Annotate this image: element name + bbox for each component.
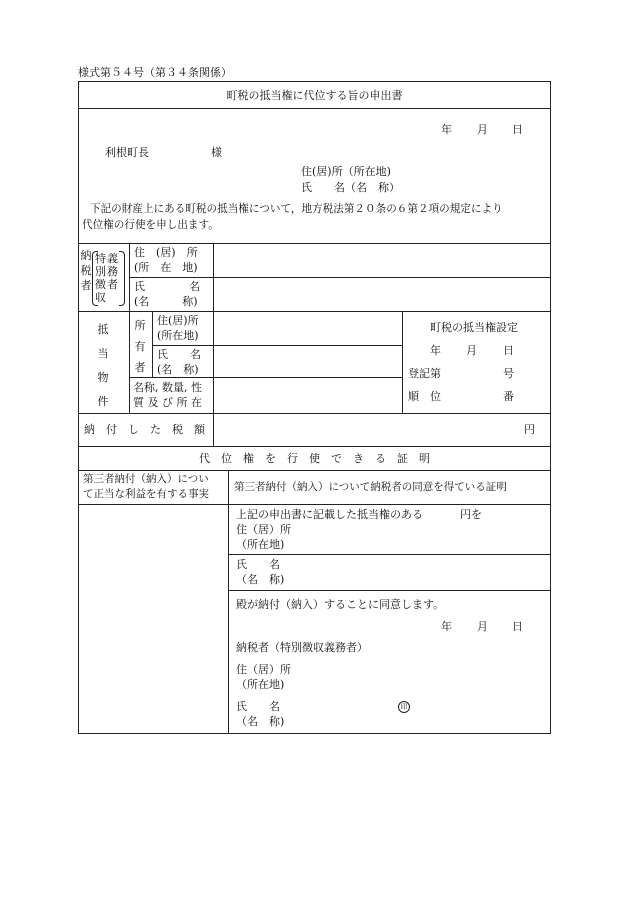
divider	[129, 311, 130, 413]
consent-text: 上記の申出書に記載した抵当権のある	[236, 508, 423, 521]
property-desc-sub: 質 及 び 所 在	[133, 396, 202, 409]
divider	[78, 470, 551, 471]
agree-date-day: 日	[512, 620, 523, 633]
taxpayer-address-label: 住 (居) 所	[134, 246, 198, 259]
rank-label: 順 位	[408, 390, 441, 403]
taxpayer-name-label: 氏 名	[134, 280, 200, 293]
applicant-name-label: 氏 名（名 称）	[301, 181, 400, 194]
owner-name-sub: (名 称)	[157, 363, 199, 376]
divider	[78, 413, 551, 414]
consent-name2-label: 氏 名	[236, 700, 280, 713]
divider	[129, 377, 402, 378]
registration-label: 登記第	[408, 367, 441, 380]
divider	[402, 311, 403, 413]
consent-address-sub: （所在地)	[236, 538, 285, 551]
divider	[152, 345, 402, 346]
mortgage-year: 年	[430, 344, 441, 357]
third-party-right-header: 第三者納付（納入）について納税者の同意を得ている証明	[234, 481, 507, 493]
taxpayer-name-sub: (名 称)	[134, 295, 198, 308]
mortgage-month: 月	[466, 344, 477, 357]
collateral-label-char: 抵	[97, 323, 109, 336]
registration-unit: 号	[503, 367, 514, 380]
divider	[78, 504, 551, 505]
special-collector-label: 者	[107, 278, 118, 291]
rank-unit: 番	[503, 390, 514, 403]
divider	[228, 554, 551, 555]
agree-text: 殿が納付（納入）することに同意します。	[236, 598, 445, 611]
collateral-label-char: 物	[97, 371, 109, 384]
consent-address2-label: 住（居）所	[236, 663, 291, 676]
owner-name-label: 氏 名	[157, 348, 201, 361]
collateral-label-char: 件	[97, 395, 109, 408]
consent-name-label: 氏 名	[236, 558, 280, 571]
addressee-honorific: 様	[211, 146, 222, 159]
third-party-left-header: 第三者納付（納入）につい	[83, 473, 209, 485]
divider	[129, 277, 551, 278]
collateral-label	[96, 318, 110, 414]
divider	[213, 311, 214, 413]
form-title: 町税の抵当権に代位する旨の申出書	[226, 89, 403, 102]
divider	[228, 590, 551, 591]
divider	[78, 311, 551, 312]
third-party-left-header-sub: て正当な利益を有する事実	[83, 488, 209, 500]
mortgage-day: 日	[503, 344, 514, 357]
consent-address2-sub: （所在地)	[236, 678, 285, 691]
addressee-name: 利根町長	[105, 146, 149, 159]
form-number: 様式第５４号（第３４条関係）	[78, 66, 232, 79]
owner-label	[133, 315, 147, 378]
divider	[78, 446, 551, 447]
consent-taxpayer-label: 納税者（特別徴収義務者）	[236, 641, 368, 654]
special-collector-label: 徴収	[95, 278, 106, 304]
owner-label-char: 有	[134, 340, 146, 353]
body-text-line2: 代位権の行使を申し出ます。	[82, 219, 219, 231]
consent-yen: 円を	[460, 508, 482, 521]
special-collector-label-col2	[107, 252, 119, 291]
consent-name-sub: （名 称)	[236, 573, 285, 586]
divider	[78, 108, 551, 109]
divider	[213, 413, 214, 446]
collateral-label-char: 当	[97, 347, 109, 360]
taxpayer-label	[79, 248, 93, 293]
consent-name2-sub: （名 称)	[236, 715, 285, 728]
taxpayer-address-sub: (所 在 地)	[134, 261, 198, 274]
owner-label-char: 者	[134, 361, 146, 374]
bracket-right	[119, 251, 125, 306]
special-collector-label: 特別	[95, 252, 106, 278]
date-month: 月	[477, 123, 488, 136]
agree-date-month: 月	[477, 620, 488, 633]
applicant-address-label: 住(居)所（所在地)	[301, 165, 391, 178]
owner-label-char: 所	[134, 319, 146, 332]
body-text-line1: 下記の財産上にある町税の抵当権について，地方税法第２０条の６第２項の規定により	[90, 203, 503, 215]
taxpayer-label-char: 者	[80, 279, 92, 292]
divider	[78, 243, 551, 244]
proof-title: 代 位 権 を 行 使 で き る 証 明	[199, 452, 430, 465]
agree-date-year: 年	[441, 620, 452, 633]
tax-paid-unit: 円	[524, 423, 535, 436]
mortgage-title: 町税の抵当権設定	[430, 321, 518, 334]
special-collector-label: 義務	[107, 252, 118, 278]
seal-mark: 印	[398, 701, 410, 713]
taxpayer-label-char: 納	[80, 249, 92, 262]
divider	[228, 470, 229, 734]
tax-paid-label: 納 付 し た 税 額	[84, 423, 205, 436]
property-desc-label: 名称, 数量, 性	[133, 381, 202, 394]
date-year: 年	[441, 123, 452, 136]
special-collector-label-col1	[95, 252, 107, 304]
divider	[152, 311, 153, 377]
owner-address-label: 住(居)所	[157, 314, 199, 327]
date-day: 日	[512, 123, 523, 136]
owner-address-sub: (所在地)	[157, 329, 199, 342]
taxpayer-label-char: 税	[80, 264, 92, 277]
consent-address-label: 住（居）所	[236, 523, 291, 536]
